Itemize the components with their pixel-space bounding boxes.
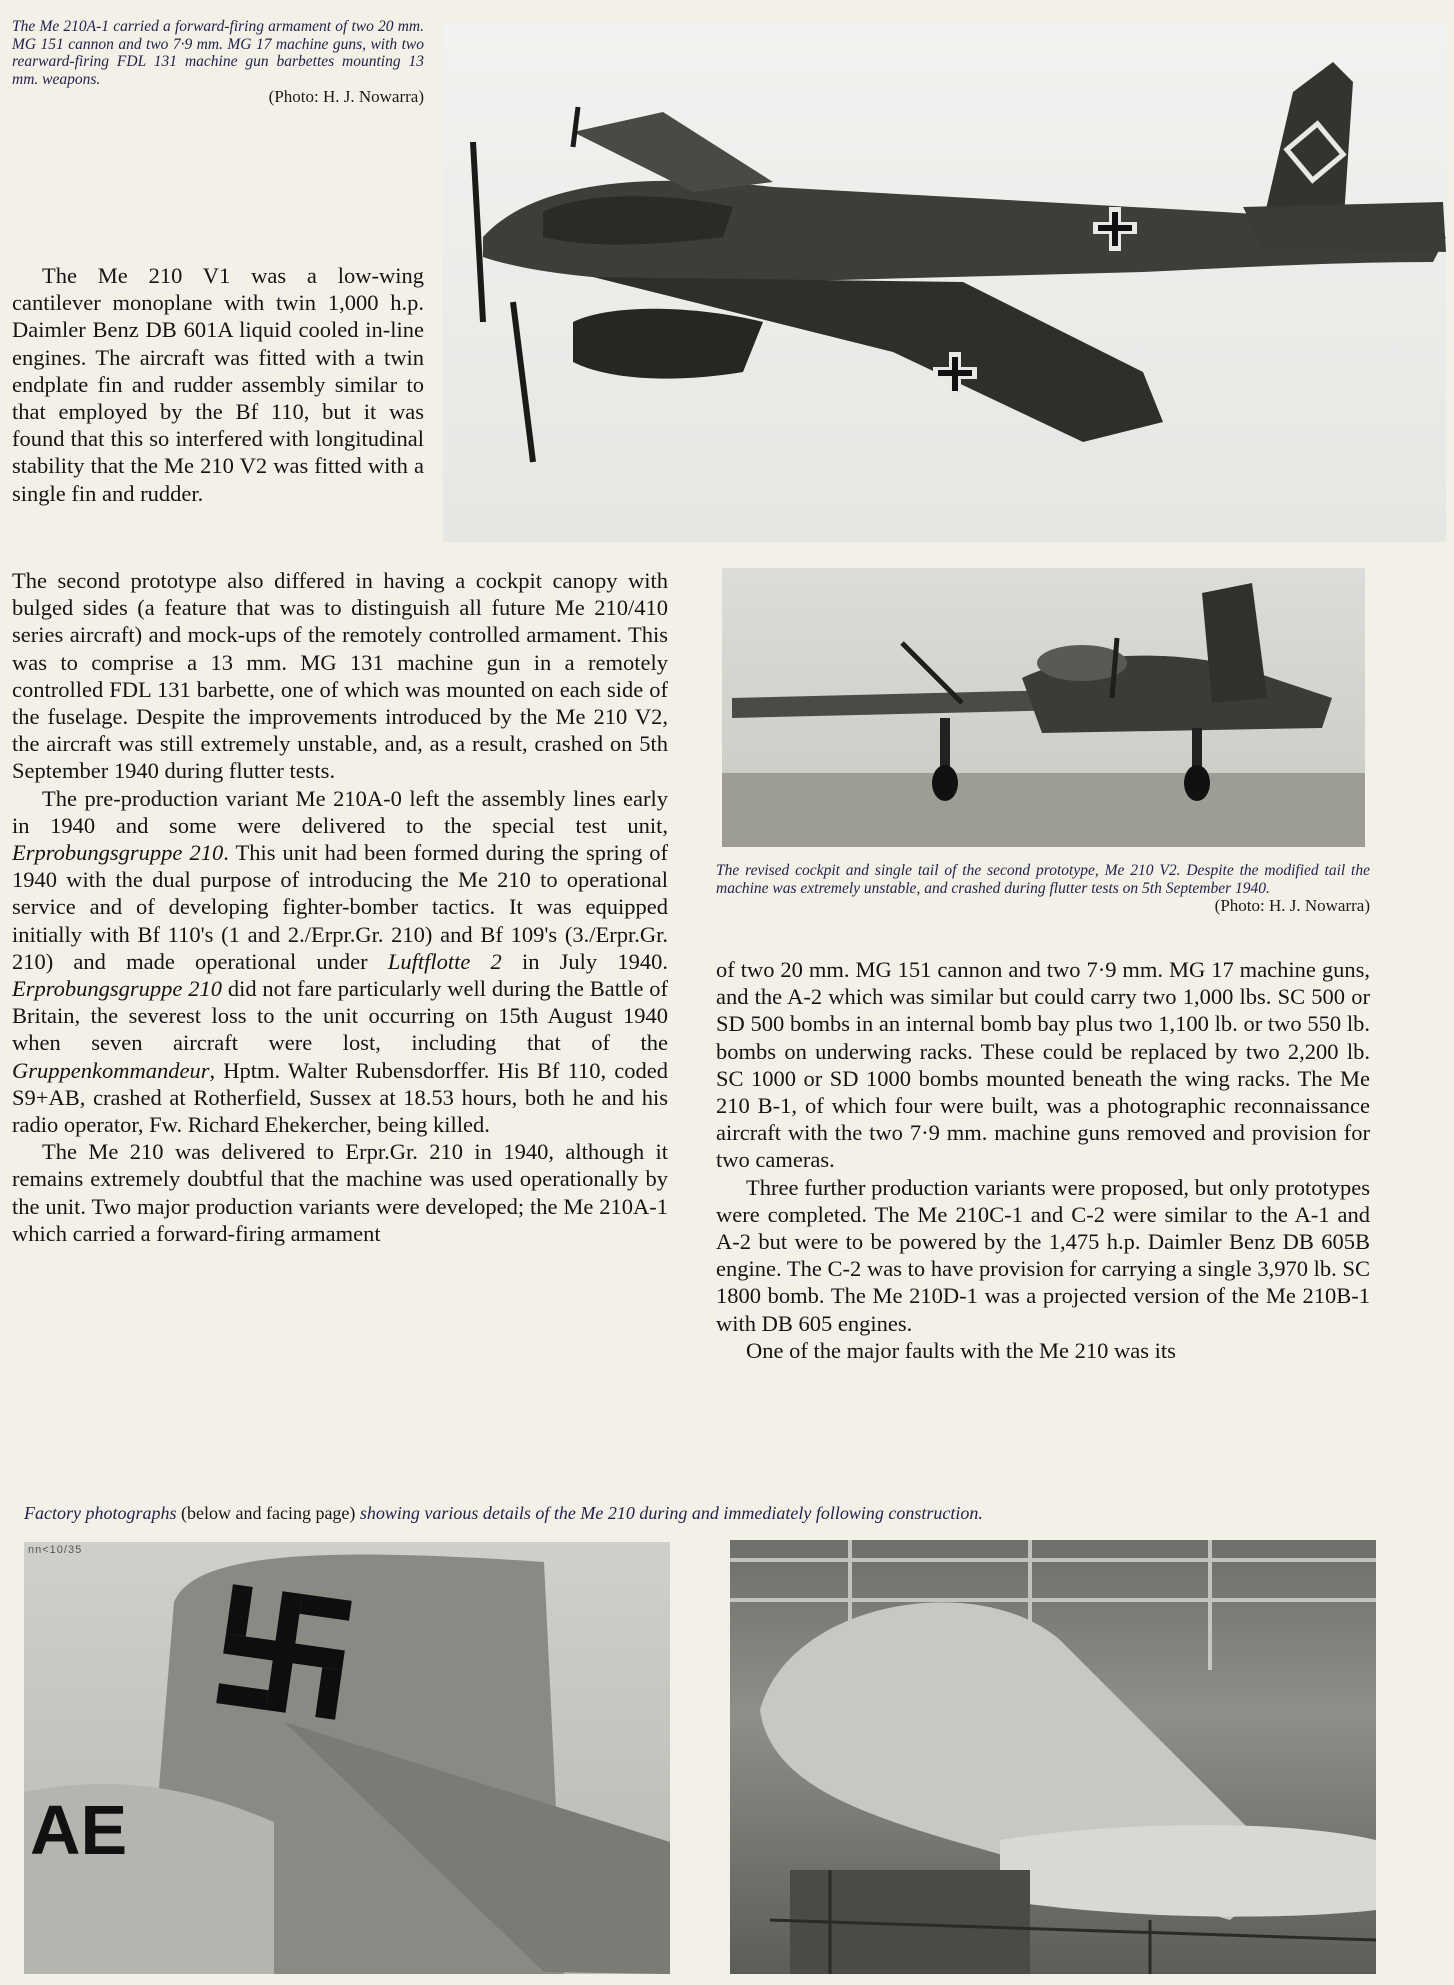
p3-e: in July 1940.	[501, 948, 668, 974]
factory-caption-rest: showing various details of the Me 210 during and immediately following construction.	[359, 1503, 983, 1523]
paragraph-further-variants: Three further production variants were proposed, but only prototypes were completed. The Me 210C-1 and C-2 were similar to the A-1 and A-2 but were to be powered by the 1,475 h.p. Daimler Benz DB 605B engine. The C-2 was to have provision for carrying a single 3,970 lb. SC 1800 bomb. The Me 210D-1 was a projected version of the Me 210B-1 with DB 605 engines.	[716, 1174, 1370, 1336]
paragraph-pre-production	[12, 785, 668, 1139]
aircraft-v2-illustration	[722, 568, 1365, 847]
negative-number-left: nn<10/35	[28, 1544, 83, 1556]
second-caption-credit: (Photo: H. J. Nowarra)	[1214, 896, 1370, 915]
photo-tail-closeup	[24, 1542, 670, 1974]
paragraph-delivered: The Me 210 was delivered to Erpr.Gr. 210 in 1940, although it remains extremely doubtful that the machine was used operationally by the unit. Two major production variants were developed; the Me 210A-1 which carried a forward-firing armament	[12, 1139, 668, 1246]
factory-photos-caption	[24, 1502, 1434, 1524]
p3-a: The pre-production variant Me 210A-0 left the assembly lines early in 1940 and some were delivered to the special test unit,	[12, 785, 668, 838]
second-photo-caption	[716, 862, 1370, 915]
left-column-narrow	[12, 262, 424, 507]
paragraph-major-faults: One of the major faults with the Me 210 was its	[746, 1337, 1176, 1363]
p3-i: , Hptm. Walter Rubensdorffer. His Bf 110, coded S9+AB, crashed at Rotherfield, Sussex at 18.53 hours, both he and his radio operator, Fw. Richard Ehekercher, being killed.	[12, 1057, 668, 1138]
factory-caption-lead: Factory photographs	[24, 1503, 177, 1523]
aircraft-illustration	[443, 22, 1446, 542]
p3-g: did not fare particularly well during the Battle of Britain, the severest loss to the unit occurring on 15th August 1940 when seven aircraft were lost, including that of the	[12, 976, 669, 1056]
p3-h-italic: Gruppenkommandeur	[12, 1057, 210, 1083]
photo-me210a1-in-flight	[443, 22, 1446, 542]
fuselage-illustration	[730, 1540, 1376, 1974]
p3-c: . This unit had been formed during the spring of 1940 with the dual purpose of introducing the Me 210 to operational service and of developing fighter-bomber tactics. It was equipped initially with Bf 110's (1 and 2./Erpr.Gr. 210) and Bf 109's (3./Erpr.Gr. 210) and made operational under	[12, 840, 668, 974]
top-caption-text: The Me 210A-1 carried a forward-firing armament of two 20 mm. MG 151 cannon and two 7·9 mm. MG 17 machine guns, with two rearward-firing FDL 131 machine gun barbettes mounting 13 mm. weapons.	[12, 18, 424, 88]
p3-f-italic: Erprobungsgruppe 210	[12, 976, 222, 1002]
top-caption-credit: (Photo: H. J. Nowarra)	[268, 87, 424, 106]
p3-d-italic: Luftflotte 2	[387, 948, 502, 974]
p3-b-italic: Erprobungsgruppe 210	[12, 840, 224, 866]
tail-code-letters: AE	[30, 1791, 128, 1869]
factory-caption-paren: (below and facing page)	[176, 1503, 360, 1523]
paragraph-second-prototype: The second prototype also differed in having a cockpit canopy with bulged sides (a feature that was to distinguish all future Me 210/410 series aircraft) and mock-ups of the remotely controlled armament. This was to comprise a 13 mm. MG 131 machine gun in a remotely controlled FDL 131 barbette, one of which was mounted on each side of the fuselage. Despite the improvements introduced by the Me 210 V2, the aircraft was still extremely unstable, and, as a result, crashed on 5th September 1940 during flutter tests.	[12, 568, 668, 784]
top-photo-caption	[12, 18, 424, 106]
right-column	[716, 956, 1370, 1364]
paragraph-armament-continued: of two 20 mm. MG 151 cannon and two 7·9 mm. MG 17 machine guns, and the A-2 which was similar but could carry two 1,000 lbs. SC 500 or SD 500 bombs in an internal bomb bay plus two 1,100 lb. or two 550 lb. bombs on underwing racks. These could be replaced by two 2,200 lb. SC 1000 or SD 1000 bombs mounted beneath the wing racks. The Me 210 B-1, of which four were built, was a photographic reconnaissance aircraft with the two 7·9 mm. machine guns removed and provision for two cameras.	[716, 957, 1370, 1173]
photo-me210-v2-on-ground	[722, 568, 1365, 847]
paragraph-v1: The Me 210 V1 was a low-wing cantilever monoplane with twin 1,000 h.p. Daimler Benz DB 601A liquid cooled in-line engines. The aircraft was fitted with a twin endplate fin and rudder assembly similar to that employed by the Bf 110, but it was found that this so interfered with longitudinal stability that the Me 210 V2 was fitted with a single fin and rudder.	[12, 263, 424, 506]
second-caption-text: The revised cockpit and single tail of the second prototype, Me 210 V2. Despite the modified tail the machine was extremely unstable, and crashed during flutter tests on 5th September 1940.	[716, 862, 1370, 897]
photo-fuselage-assembly	[730, 1540, 1376, 1974]
tail-illustration	[24, 1542, 670, 1974]
left-column-wide	[12, 567, 668, 1247]
